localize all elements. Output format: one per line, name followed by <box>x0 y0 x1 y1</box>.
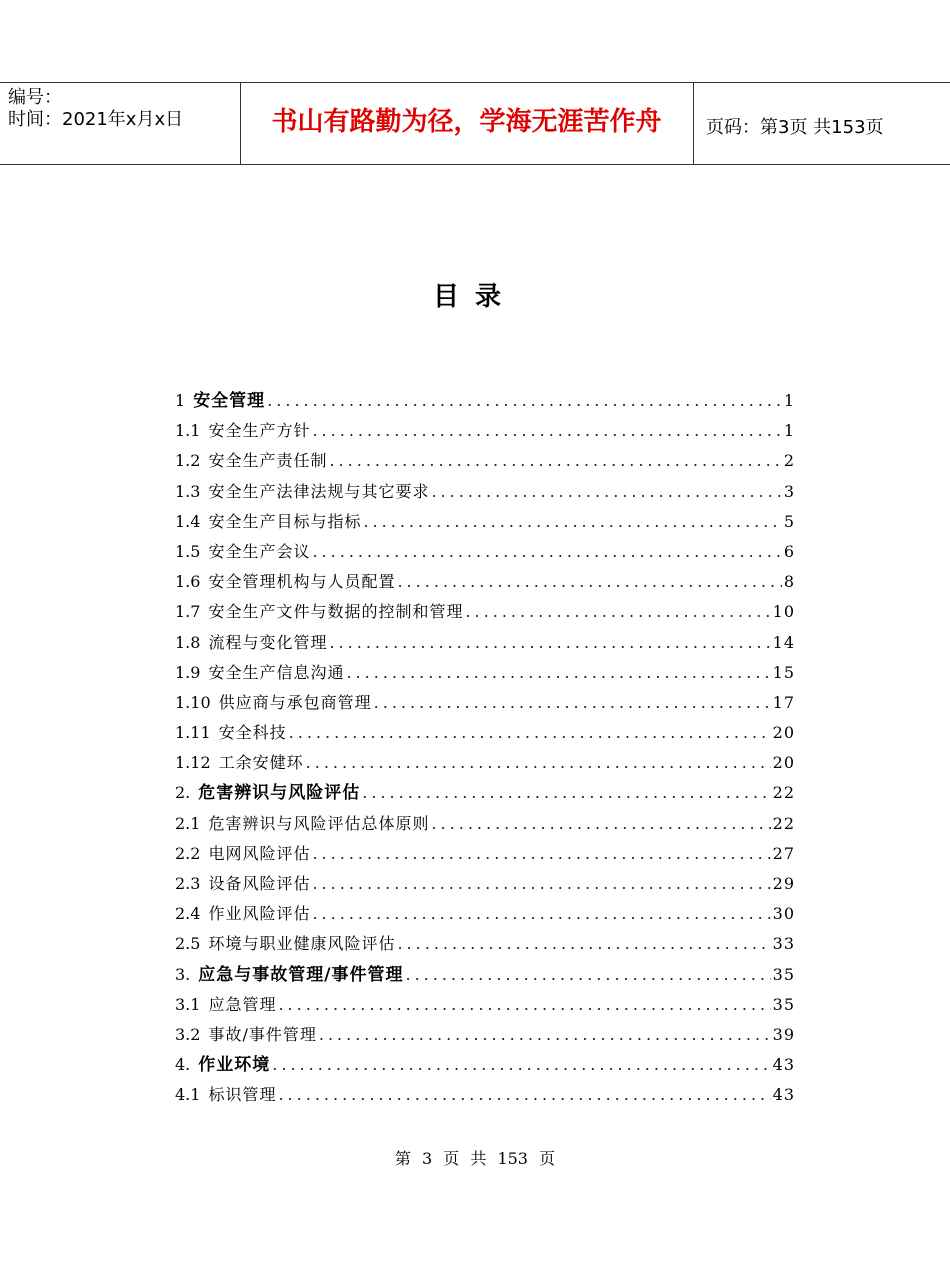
toc-dot-leader <box>312 537 781 567</box>
toc-dot-leader <box>397 567 781 597</box>
toc-entry-label: 安全生产文件与数据的控制和管理 <box>208 602 464 622</box>
toc-entry-number: 1.6 <box>175 572 201 592</box>
toc-entry-page: 22 <box>772 783 795 803</box>
toc-entry[interactable] <box>175 809 795 839</box>
toc-entry[interactable] <box>175 899 795 929</box>
toc-entry-number: 1.4 <box>175 511 201 531</box>
toc-entry-label: 应急与事故管理/事件管理 <box>198 964 404 985</box>
toc-entry-label: 危害辨识与风险评估 <box>198 783 361 804</box>
header-page-info: 页码：第3页 共153页 <box>706 117 884 138</box>
toc-entry[interactable] <box>175 990 795 1020</box>
toc-entry[interactable] <box>175 718 795 748</box>
toc-dot-leader <box>278 1080 770 1110</box>
toc-dot-leader <box>278 990 770 1020</box>
toc-entry[interactable] <box>175 869 795 899</box>
toc-entry[interactable] <box>175 597 795 627</box>
toc-dot-leader <box>405 960 770 990</box>
toc-entry-label: 流程与变化管理 <box>208 632 328 652</box>
toc-dot-leader <box>319 1020 771 1050</box>
toc-entry-number: 4. <box>175 1055 191 1075</box>
time-label: 时间：2021年x月x日 <box>8 109 184 130</box>
toc-entry-number: 1.5 <box>175 541 201 561</box>
toc-dot-leader <box>362 778 770 808</box>
toc-entry-label: 电网风险评估 <box>208 843 311 863</box>
toc-entry-label: 安全科技 <box>218 723 287 743</box>
toc-entry[interactable] <box>175 537 795 567</box>
toc-entry-label: 安全生产会议 <box>208 541 311 561</box>
toc-entry-number: 1.10 <box>175 692 211 712</box>
toc-dot-leader <box>312 416 781 446</box>
toc-entry-page: 22 <box>772 813 795 833</box>
toc-entry-page: 33 <box>772 934 795 954</box>
toc-entry-label: 安全生产目标与指标 <box>208 511 362 531</box>
toc-entry-number: 1.2 <box>175 451 201 471</box>
toc-dot-leader <box>289 718 771 748</box>
toc-entry-label: 供应商与承包商管理 <box>218 692 372 712</box>
toc-entry[interactable] <box>175 748 795 778</box>
header-motto: 书山有路勤为径，学海无涯苦作舟 <box>271 107 662 137</box>
toc-entry-label: 环境与职业健康风险评估 <box>208 934 396 954</box>
toc-entry[interactable] <box>175 778 795 808</box>
toc-entry-number: 1 <box>175 391 186 410</box>
toc-entry-number: 3. <box>175 964 191 984</box>
toc-entry-label: 安全生产法律法规与其它要求 <box>208 481 430 501</box>
toc-dot-leader <box>431 477 781 507</box>
toc-entry-number: 3.1 <box>175 994 201 1014</box>
toc-entry-label: 应急管理 <box>208 994 277 1014</box>
toc-entry-page: 35 <box>772 964 795 984</box>
toc-dot-leader <box>329 446 781 476</box>
toc-dot-leader <box>312 899 770 929</box>
toc-entry-label: 安全管理 <box>193 391 266 411</box>
toc-dot-leader <box>346 658 770 688</box>
toc-dot-leader <box>431 809 770 839</box>
toc-entry-number: 2.3 <box>175 874 201 893</box>
toc-entry-page: 5 <box>783 511 795 531</box>
toc-entry-number: 2. <box>175 783 191 803</box>
toc-dot-leader <box>465 597 770 627</box>
toc-entry-number: 1.1 <box>175 421 201 441</box>
toc-entry-page: 30 <box>772 904 795 924</box>
toc-entry-label: 设备风险评估 <box>208 874 311 893</box>
toc-entry-number: 2.2 <box>175 843 201 863</box>
toc-entry-page: 17 <box>772 692 795 712</box>
toc-entry-label: 标识管理 <box>208 1085 277 1105</box>
toc-entry-number: 1.9 <box>175 662 201 682</box>
toc-entry-number: 3.2 <box>175 1024 201 1044</box>
toc-entry-page: 8 <box>783 572 795 592</box>
toc-dot-leader <box>306 748 771 778</box>
toc-entry[interactable] <box>175 839 795 869</box>
toc-entry-label: 事故/事件管理 <box>208 1024 317 1044</box>
toc-entry-page: 27 <box>772 843 795 863</box>
page-header <box>0 82 950 165</box>
toc-entry-number: 1.11 <box>175 723 211 743</box>
toc-entry-page: 35 <box>772 994 795 1014</box>
toc-entry-number: 2.1 <box>175 813 201 833</box>
toc-entry-page: 3 <box>783 481 795 501</box>
toc-dot-leader <box>329 628 770 658</box>
toc-entry-page: 1 <box>783 391 795 410</box>
toc-dot-leader <box>363 507 781 537</box>
toc-entry[interactable] <box>175 1050 795 1080</box>
toc-entry[interactable] <box>175 446 795 476</box>
toc-entry[interactable] <box>175 507 795 537</box>
toc-entry-label: 作业风险评估 <box>208 904 311 924</box>
toc-entry-number: 1.7 <box>175 602 201 622</box>
toc-entry-label: 工余安健环 <box>218 753 304 773</box>
header-divider <box>693 83 694 164</box>
toc-entry-label: 安全生产责任制 <box>208 451 328 471</box>
toc-dot-leader <box>312 839 770 869</box>
toc-entry-number: 2.4 <box>175 904 201 924</box>
toc-entry-page: 1 <box>783 421 795 441</box>
toc-entry-page: 10 <box>772 602 795 622</box>
toc-entry[interactable] <box>175 416 795 446</box>
toc-entry[interactable] <box>175 477 795 507</box>
toc-entry-label: 安全生产信息沟通 <box>208 662 345 682</box>
toc-entry-number: 1.12 <box>175 753 211 773</box>
serial-label: 编号： <box>8 87 62 108</box>
toc-entry[interactable] <box>175 960 795 990</box>
page-footer: 第 3 页 共 153 页 <box>394 1149 556 1168</box>
toc-dot-leader <box>312 869 770 899</box>
toc-entry-page: 20 <box>772 723 795 743</box>
toc-entry-number: 2.5 <box>175 934 201 954</box>
toc-dot-leader <box>267 386 782 416</box>
toc-entry[interactable] <box>175 1020 795 1050</box>
toc-entry[interactable] <box>175 688 795 718</box>
toc-dot-leader <box>272 1050 770 1080</box>
toc-entry[interactable] <box>175 1080 795 1110</box>
toc-entry-page: 29 <box>772 874 795 893</box>
toc-entry-number: 4.1 <box>175 1085 201 1105</box>
page-title: 目录 <box>432 282 517 312</box>
toc-entry[interactable] <box>175 386 795 416</box>
toc-entry-page: 43 <box>772 1055 795 1075</box>
toc-entry-page: 39 <box>772 1024 795 1044</box>
header-meta <box>8 87 238 131</box>
toc-entry[interactable] <box>175 929 795 959</box>
toc-dot-leader <box>374 688 771 718</box>
toc-entry-label: 安全生产方针 <box>208 421 311 441</box>
toc-entry-page: 15 <box>772 662 795 682</box>
toc-entry-number: 1.8 <box>175 632 201 652</box>
toc-entry[interactable] <box>175 658 795 688</box>
toc-entry-page: 14 <box>772 632 795 652</box>
toc-entry-label: 作业环境 <box>198 1055 271 1076</box>
toc-entry-page: 20 <box>772 753 795 773</box>
toc-entry-page: 6 <box>783 541 795 561</box>
toc-entry-label: 危害辨识与风险评估总体原则 <box>208 813 430 833</box>
toc-entry[interactable] <box>175 628 795 658</box>
table-of-contents <box>175 386 795 1111</box>
toc-dot-leader <box>397 929 770 959</box>
toc-entry-number: 1.3 <box>175 481 201 501</box>
toc-entry-page: 2 <box>783 451 795 471</box>
toc-entry[interactable] <box>175 567 795 597</box>
toc-entry-label: 安全管理机构与人员配置 <box>208 572 396 592</box>
toc-entry-page: 43 <box>772 1085 795 1105</box>
